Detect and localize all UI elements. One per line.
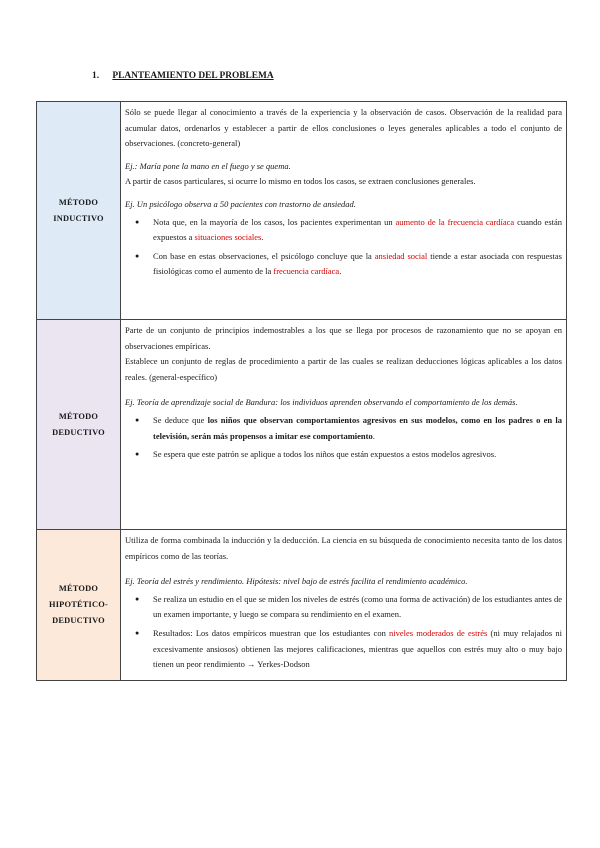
method-example: Ej. Teoría de aprendizaje social de Bandura: los individuos aprenden observando el comportamiento de los demás. [125, 397, 518, 408]
bullet-list [125, 215, 562, 280]
method-label-line: DEDUCTIVO [52, 427, 105, 437]
method-definition: Utiliza de forma combinada la inducción y la deducción. La ciencia en su búsqueda de conocimiento necesita tanto de los datos empíricos como de las teorías. [125, 535, 562, 561]
method-example: Ej. Teoría del estrés y rendimiento. Hipótesis: nivel bajo de estrés facilita el rendimiento académico. [125, 576, 468, 587]
method-label-cell [37, 320, 121, 530]
bullet-list [125, 413, 562, 463]
method-row-hipotetico-deductivo [37, 530, 567, 681]
method-label-cell [37, 102, 121, 320]
method-content-cell [121, 530, 567, 681]
highlight-text: frecuencia cardíaca [273, 266, 340, 277]
section-title: PLANTEAMIENTO DEL PROBLEMA [112, 71, 274, 81]
highlight-text: ansiedad social [374, 250, 428, 261]
method-label-line: MÉTODO [58, 197, 99, 207]
method-row-deductivo [37, 320, 567, 530]
highlight-text: aumento de la frecuencia cardíaca [395, 216, 515, 227]
list-item: ● Se espera que este patrón se aplique a todos los niños que están expuestos a estos modelos agresivos. [153, 447, 562, 463]
method-content-cell [121, 320, 567, 530]
method-definition: Parte de un conjunto de principios indemostrables a los que se llega por procesos de razonamiento que no se apoyan en observaciones empíricas. [125, 325, 562, 351]
method-label-line: MÉTODO [58, 411, 99, 421]
method-definition: Establece un conjunto de reglas de procedimiento a partir de las cuales se realizan deducciones lógicas aplicables a los datos reales. (general-específico) [125, 356, 562, 382]
list-item: ● Nota que, en la mayoría de los casos, los pacientes experimentan un aumento de la frecuencia cardíaca cuando están expuestos a situaciones sociales. [153, 215, 562, 246]
method-example: Ej.: María pone la mano en el fuego y se quema. [125, 160, 291, 171]
list-item: ● Se deduce que los niños que observan comportamientos agresivos en sus modelos, como en los padres o en la televisión, serán más propensos a imitar ese comportamiento. [153, 413, 562, 444]
method-content-cell [121, 102, 567, 320]
method-conclusion: A partir de casos particulares, si ocurre lo mismo en todos los casos, se extraen conclusiones generales. [125, 176, 476, 187]
method-definition: Sólo se puede llegar al conocimiento a través de la experiencia y la observación de casos. Observación de la realidad para acumular datos, ordenarlos y establecer a partir de ellos conclusiones o leyes generales aplicables a todo el conjunto de observaciones. (concreto-general) [125, 107, 562, 149]
bullet-list [125, 592, 562, 673]
method-example: Ej. Un psicólogo observa a 50 pacientes con trastorno de ansiedad. [125, 198, 356, 209]
method-label-line: INDUCTIVO [53, 213, 104, 223]
bold-text: los niños que observan comportamientos agresivos en sus modelos, como en los padres o en la televisión, serán más propensos a imitar ese comportamiento [153, 414, 563, 441]
list-item: ● Se realiza un estudio en el que se miden los niveles de estrés (como una forma de activación) de los estudiantes antes de un examen importante, y luego se compara su rendimiento en el examen. [153, 592, 562, 623]
list-item: ● Resultados: Los datos empíricos muestran que los estudiantes con niveles moderados de estrés (ni muy relajados ni excesivamente ansiosos) obtienen las mejores calificaciones, mientras que aquellos con estrés muy alto o muy bajo tienen un peor rendimiento → Yerkes-Dodson [153, 626, 562, 673]
highlight-text: niveles moderados de estrés [389, 627, 488, 638]
method-label-line: HIPOTÉTICO- [49, 599, 108, 609]
list-item: ● Con base en estas observaciones, el psicólogo concluye que la ansiedad social tiende a estar asociada con respuestas fisiológicas como el aumento de la frecuencia cardíaca. [153, 249, 562, 280]
methods-table [36, 101, 567, 681]
highlight-text: situaciones sociales [194, 232, 262, 243]
method-label-line: MÉTODO [58, 583, 99, 593]
method-label-cell [37, 530, 121, 681]
method-row-inductivo [37, 102, 567, 320]
section-heading [92, 71, 274, 81]
method-label-line: DEDUCTIVO [52, 615, 105, 625]
section-number: 1. [92, 71, 100, 81]
